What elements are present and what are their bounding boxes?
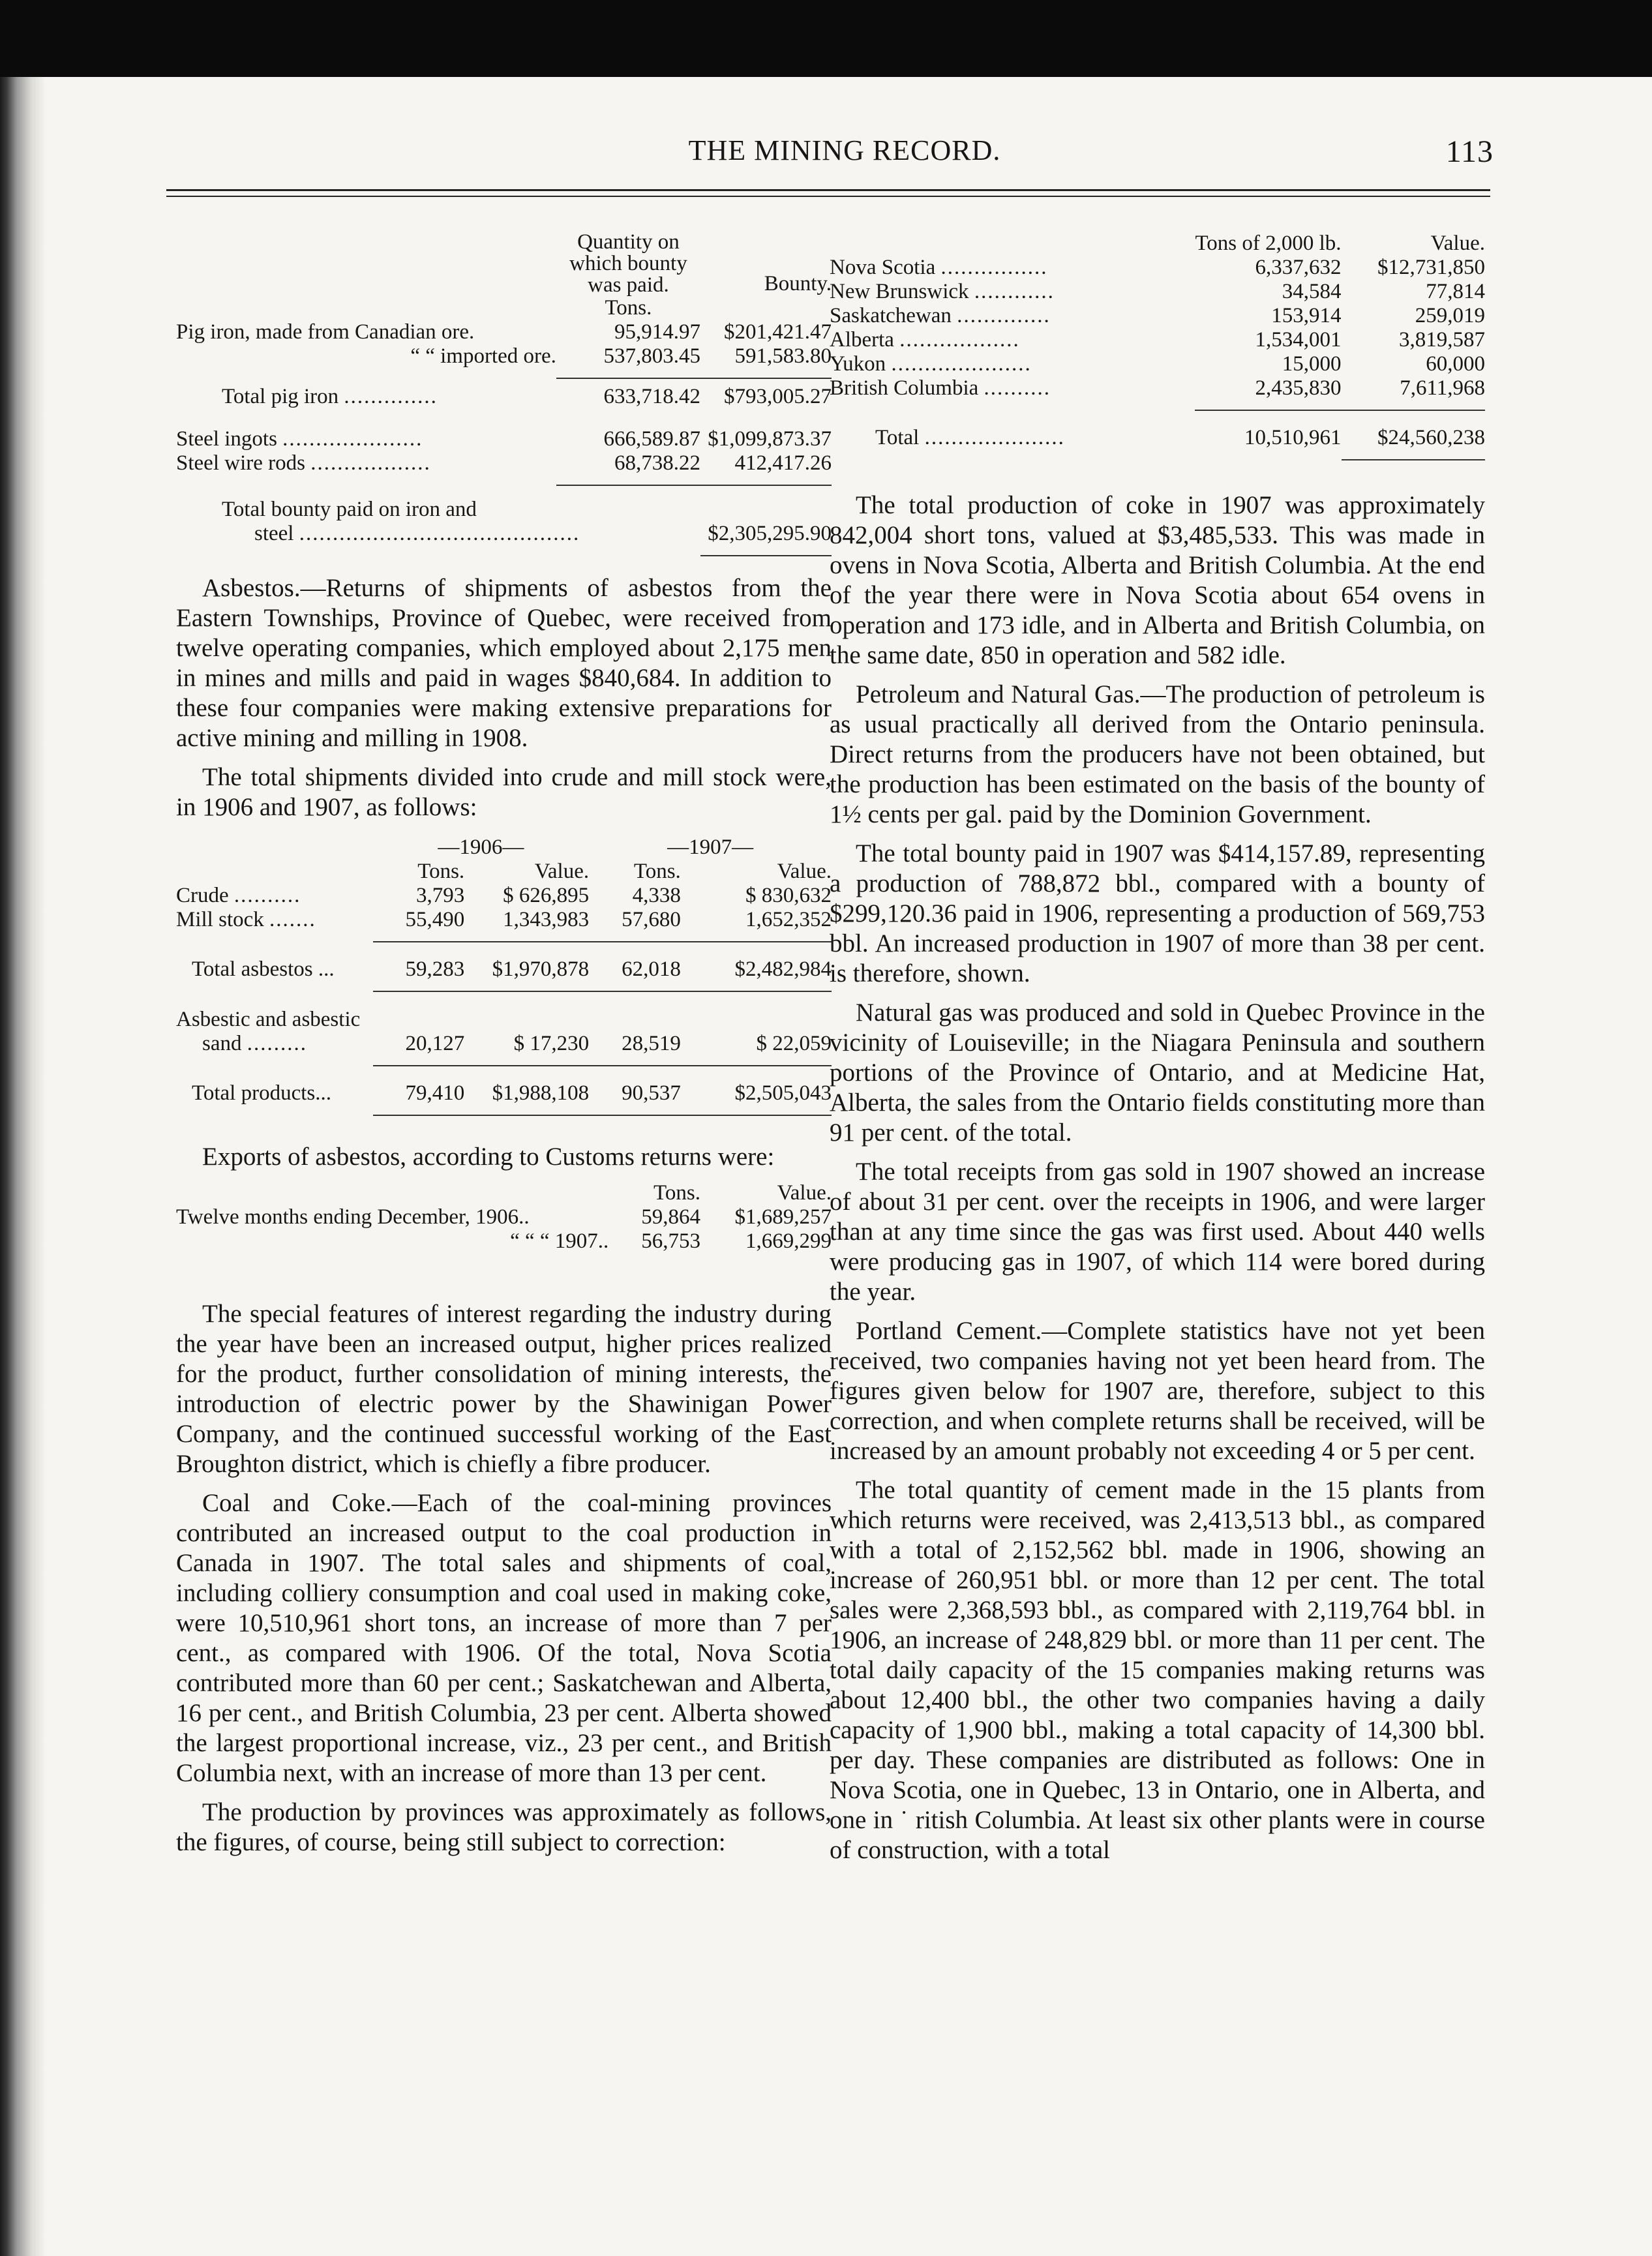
paragraph-bounty: The total bounty paid in 1907 was $414,157.89, representing a production of 788,872 bbl., compared with a bounty of $299,120.36 paid in 1906, representing a production of 569,753 bbl. An increased production in 1907 of more than 38 per cent. is therefore, shown. <box>830 839 1485 987</box>
bounty-header-qty: Quantity on which bounty was paid. <box>569 230 687 297</box>
table-row: Total products... 79,410 $1,988,108 90,537 $2,505,043 <box>192 1081 832 1105</box>
table-row: Steel ingots ..................... 666,589.87 $1,099,873.37 <box>176 427 832 451</box>
paragraph-natural-gas: Natural gas was produced and sold in Quebec Province in the vicinity of Louiseville; in the Niagara Peninsula and southern portions of the Province of Ontario, and at Medicine Hat, Alberta, the sales from the Ontario fields constituting more than 91 per cent. of the total. <box>830 999 1485 1147</box>
header-rule-bottom <box>166 196 1490 197</box>
table-row: Nova Scotia ................ 6,337,632 $12,731,850 <box>830 256 1485 279</box>
table-row: Total bounty paid on iron and <box>222 498 477 521</box>
page-number: 113 <box>1445 134 1494 169</box>
paragraph-gas-receipts: The total receipts from gas sold in 1907 showed an increase of about 31 per cent. over the receipts in 1906, and were larger than at any time since the gas was first used. About 440 wells were producing gas in 1907, of which 114 were bored during the year. <box>830 1158 1485 1306</box>
running-head-title: THE MINING RECORD. <box>688 134 1001 166</box>
table-row: Total asbestos ... 59,283 $1,970,878 62,018 $2,482,984 <box>192 957 832 981</box>
coal-table: Tons of 2,000 lb. Value. Nova Scotia ................ 6,337,632 $12,731,850 New Brunswick ............ 34,584 77,814 Saskatchewan .............. 153,914 259,019 Alberta .................. 1,534,001 3,819,587 Yukon ..................... 15,000 60,000 British Columbia .......... 2,435,830 7,611,968 Total ..................... 10,510,961 $24,560,238 <box>830 232 1485 460</box>
table-row: New Brunswick ............ 34,584 77,814 <box>830 280 1485 303</box>
table-row: Yukon ..................... 15,000 60,000 <box>830 352 1485 376</box>
table-row: British Columbia .......... 2,435,830 7,611,968 <box>830 376 1485 400</box>
table-row: Mill stock ....... 55,490 1,343,983 57,680 1,652,352 <box>176 908 832 931</box>
paragraph-cement-total: The total quantity of cement made in the 15 plants from which returns were received, was 2,413,513 bbl., as compared with a total of 2,152,562 bbl. made in 1906, showing an increase of 260,951 bbl. or more than 12 per cent. The total sales were 2,368,593 bbl., as compared with 2,119,764 bbl. in 1906, an increase of 248,829 bbl. or more than 11 per cent. The total daily capacity of the 15 companies making returns was about 12,400 bbl., the other two companies having a daily capacity of 1,900 bbl., making a total capacity of 14,300 bbl. per day. These companies are distributed as follows: One in Nova Scotia, one in Quebec, 13 in Ontario, one in Alberta, and one in ˙ ritish Columbia. At least six other plants were in course of construction, with a total <box>830 1476 1485 1864</box>
table-row: Twelve months ending December, 1906.. 59,864 $1,689,257 <box>176 1205 832 1229</box>
bounty-unit: Tons. <box>605 296 652 320</box>
table-row: “ “ imported ore. 537,803.45 591,583.80 <box>410 344 832 368</box>
table-row: sand ......... 20,127 $ 17,230 28,519 $ 22,059 <box>202 1032 832 1055</box>
table-row: Steel wire rods .................. 68,738.22 412,417.26 <box>176 451 832 475</box>
paragraph-coal: Coal and Coke.—Each of the coal-mining provinces contributed an increased output to the coal production in Canada in 1907. The total sales and shipments of coal, including colliery consumption and coal used in making coke, were 10,510,961 short tons, an increase of more than 7 per cent., as compared with 1906. Of the total, Nova Scotia contributed more than 60 per cent.; Saskatchewan and Alberta, 16 per cent., and British Columbia, 23 per cent. Alberta showed the largest proportional increase, viz., 23 per cent., and British Columbia next, with an increase of more than 13 per cent. <box>176 1489 832 1787</box>
table-row: Asbestic and asbestic <box>176 1008 361 1031</box>
paragraph-coke: The total production of coke in 1907 was approximately 842,004 short tons, valued at $3,485,533. This was made in ovens in Nova Scotia, Alberta and British Columbia. At the end of the year there were in Nova Scotia about 654 ovens in operation and 173 idle, and in Alberta and British Columbia, on the same date, 850 in operation and 582 idle. <box>830 491 1485 669</box>
table-row: “ “ “ 1907.. 56,753 1,669,299 <box>510 1229 832 1253</box>
bounty-header-bounty: Bounty. <box>764 272 832 295</box>
table-row: steel .......................................... $2,305,295.90 <box>254 522 832 545</box>
paragraph-cement: Portland Cement.—Complete statistics have not yet been received, two companies having not yet been heard from. The figures given below for 1907 are, therefore, subject to this correction, and when complete returns shall be received, will be increased by an amount probably not exceeding 4 or 5 per cent. <box>830 1317 1485 1465</box>
right-column <box>830 232 1485 1874</box>
table-row: Pig iron, made from Canadian ore. 95,914.97 $201,421.47 <box>176 320 832 344</box>
bounty-table <box>176 232 832 556</box>
scan-top-border <box>0 0 1652 77</box>
table-row: Total ..................... 10,510,961 $24,560,238 <box>875 426 1485 449</box>
paragraph-provinces: The production by provinces was approximately as follows, the figures, of course, being still subject to correction: <box>176 1798 832 1856</box>
header-rule-top <box>166 189 1490 191</box>
paragraph-asbestos: Asbestos.—Returns of shipments of asbestos from the Eastern Townships, Province of Quebec, were received from twelve operating companies, which employed about 2,175 men in mines and mills and paid in wages $840,684. In addition to these four companies were making extensive preparations for active mining and milling in 1908. <box>176 574 832 752</box>
paragraph-petroleum: Petroleum and Natural Gas.—The production of petroleum is as usual practically all derived from the Ontario peninsula. Direct returns from the producers have not been obtained, but the production has been estimated on the basis of the bounty of 1½ cents per gal. paid by the Dominion Government. <box>830 680 1485 828</box>
paragraph-shipments: The total shipments divided into crude and mill stock were, in 1906 and 1907, as follows: <box>176 763 832 821</box>
exports-table: Tons. Value. Twelve months ending December, 1906.. 59,864 $1,689,257 “ “ “ 1907.. 56,753 1,669,299 <box>176 1181 832 1253</box>
scan-binding-edge <box>0 77 46 2256</box>
table-row: Saskatchewan .............. 153,914 259,019 <box>830 304 1485 327</box>
paragraph-features: The special features of interest regarding the industry during the year have been an increased output, higher prices realized for the product, further consolidation of mining interests, the introduction of electric power by the Shawinigan Power Company, and the continued successful working of the East Broughton district, which is chiefly a fibre producer. <box>176 1300 832 1478</box>
table-row: Alberta .................. 1,534,001 3,819,587 <box>830 328 1485 352</box>
table-row: Crude .......... 3,793 $ 626,895 4,338 $ 830,632 <box>176 884 832 907</box>
paragraph-exports: Exports of asbestos, according to Customs returns were: <box>202 1143 775 1171</box>
table-row: Total pig iron .............. 633,718.42 $793,005.27 <box>222 385 832 408</box>
left-column <box>176 232 832 1867</box>
asbestos-table: —1906— —1907— Tons. Value. Tons. Value. Crude .......... 3,793 $ 626,895 4,338 $ 830,632 Mill stock ....... 55,490 1,343,983 57,680 1,652,352 Total asbestos ... 59,283 $1,970,878 62,018 $2,482,984 Asbestic and asbestic sand ......... 20,127 $ 17,230 28,519 $ 22,059 Total products... 79,410 $1,988,108 90,537 $2,505,043 <box>176 835 832 1116</box>
